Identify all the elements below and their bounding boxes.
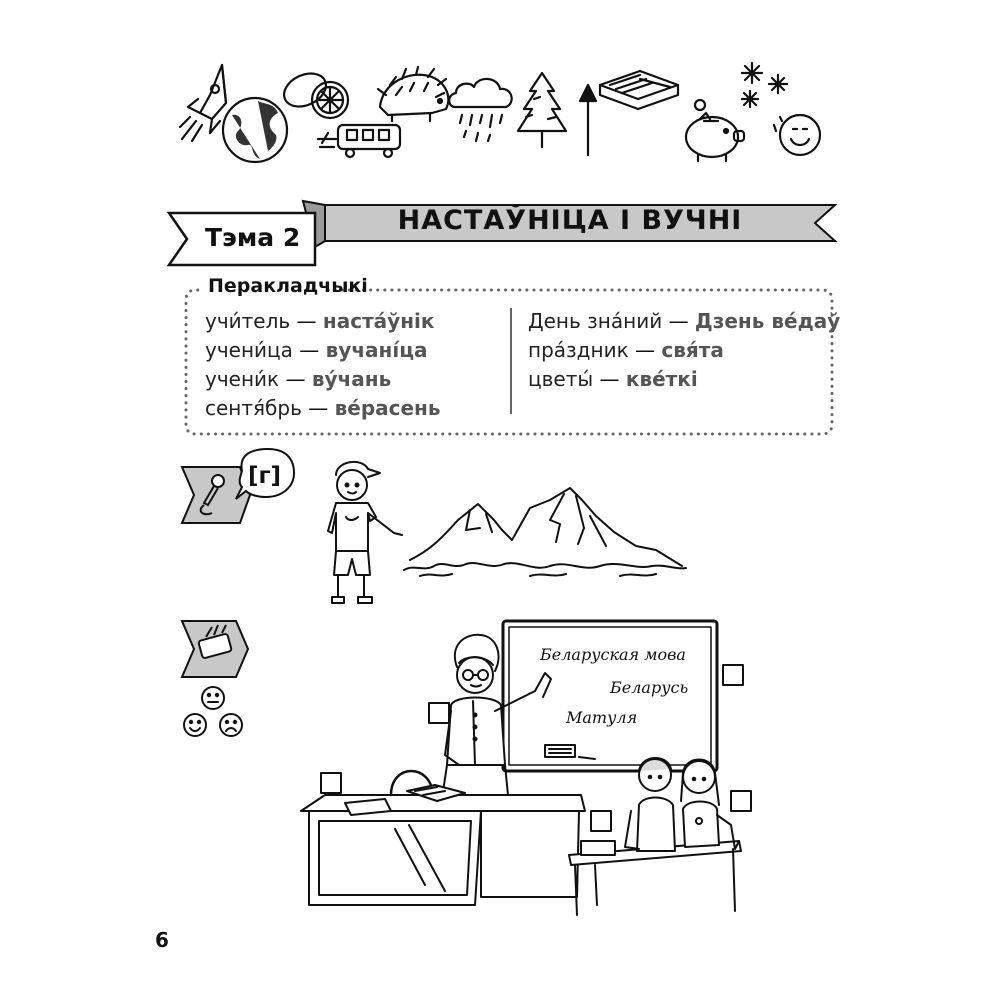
- globe-icon: [223, 98, 287, 162]
- neutral-face-icon: [202, 687, 224, 709]
- teacher-desk: [301, 771, 585, 905]
- vocabulary-row: цветы́ — кве́ткі: [528, 367, 698, 391]
- answer-box[interactable]: [731, 791, 751, 811]
- lemon-icon: [279, 67, 348, 118]
- fir-tree-icon: [518, 73, 566, 147]
- sound-label: [г]: [248, 463, 282, 489]
- topic-title: НАСТАЎНІЦА І ВУЧНІ: [397, 205, 743, 236]
- vocabulary-row: учени́к — ву́чань: [205, 367, 392, 391]
- rain-cloud-icon: [449, 79, 512, 141]
- vocabulary-heading: Перакладчыкі: [208, 275, 368, 297]
- vocabulary-row: пра́здник — свя́та: [528, 338, 724, 362]
- snowflake-icon: [742, 63, 787, 107]
- chalkboard-line: Беларусь: [610, 678, 689, 697]
- header-illustrations: [170, 55, 830, 170]
- open-book-icon: [600, 71, 678, 109]
- smiley-icon: [774, 115, 820, 155]
- chalkboard-line: Матуля: [566, 708, 638, 727]
- answer-box[interactable]: [591, 811, 611, 831]
- boy-illustration: [318, 455, 408, 610]
- rocket-icon: [180, 65, 226, 141]
- sad-face-icon: [220, 714, 242, 736]
- answer-box[interactable]: [723, 665, 743, 685]
- answer-box[interactable]: [429, 703, 449, 723]
- vocabulary-left-column: [205, 307, 441, 423]
- vocabulary-right-column: [528, 307, 840, 394]
- piggy-bank-icon: [686, 100, 744, 161]
- classroom-illustration: [295, 615, 755, 920]
- self-assessment-smileys: [178, 685, 258, 745]
- arrow-up-icon: [580, 85, 596, 155]
- vocabulary-row: учени́ца — вучані́ца: [205, 338, 428, 362]
- mountains-illustration: [400, 480, 690, 590]
- hedgehog-icon: [378, 67, 448, 121]
- student-desk: [569, 841, 741, 915]
- page-number: 6: [155, 928, 169, 952]
- vocabulary-row: День зна́ний — Дзень ве́даў: [528, 309, 841, 333]
- vocabulary-row: учи́тель — наста́ўнік: [205, 309, 435, 333]
- chalkboard-line: Беларуская мова: [540, 645, 686, 664]
- vocabulary-row: сентя́брь — ве́расень: [205, 396, 441, 420]
- answer-box[interactable]: [321, 773, 341, 793]
- exercise-2-marker: [178, 615, 258, 685]
- topic-tag: Тэма 2: [205, 223, 301, 252]
- train-icon: [318, 125, 400, 157]
- happy-face-icon: [184, 714, 206, 736]
